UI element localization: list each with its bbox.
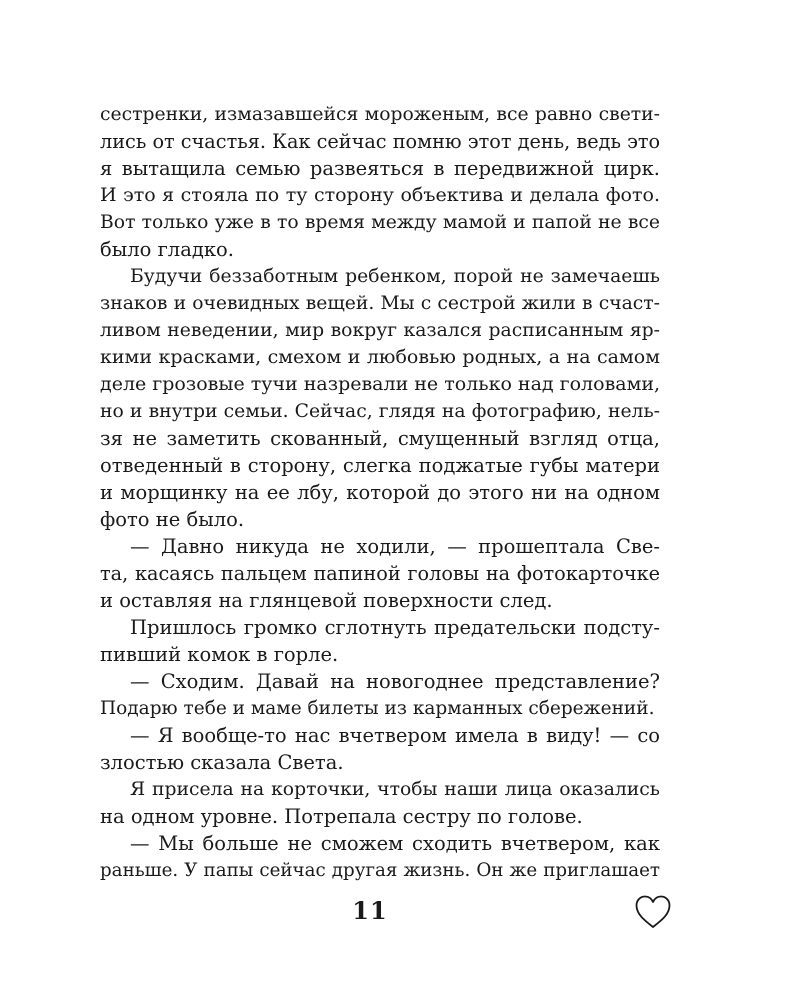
page-footer: [0, 890, 800, 940]
text-line: Подарю тебе и маме билеты из карманных сбережений.: [100, 698, 655, 719]
text-line: раньше. У папы сейчас другая жизнь. Он же приглашает: [100, 860, 660, 881]
paragraph-first-line: — Сходим. Давай на новогоднее представление?: [130, 670, 660, 693]
text-line: деле грозовые тучи назревали не только над головами,: [100, 373, 661, 395]
paragraph-first-line: Пришлось громко сглотнуть предательски подсту-: [130, 616, 660, 639]
text-line: и морщинку на ее лбу, которой до этого ни на одном: [100, 481, 660, 504]
text-line: лись от счастья. Как сейчас помню этот день, ведь это: [100, 130, 661, 153]
page-number: 11: [352, 896, 388, 925]
text-line: отведенный в сторону, слегка поджатые губы матери: [100, 454, 660, 477]
text-line: И это я стояла по ту сторону объектива и делала фото.: [100, 184, 660, 206]
text-line: фото не было.: [100, 508, 245, 531]
text-line: на одном уровне. Потрепала сестру по голове.: [100, 805, 583, 828]
body-text: [100, 101, 660, 884]
paragraph-first-line: Будучи беззаботным ребенком, порой не замечаешь: [130, 266, 660, 287]
text-line: Вот только уже в то время между мамой и папой не все: [100, 212, 660, 233]
heart-outline-icon: [634, 894, 672, 930]
text-line: было гладко.: [100, 238, 234, 261]
text-line: та, касаясь пальцем папиной головы на фотокарточке: [100, 562, 660, 585]
text-line: но и внутри семьи. Сейчас, глядя на фотографию, нель-: [100, 401, 660, 422]
text-line: злостью сказала Света.: [100, 751, 344, 774]
text-line: и оставляя на глянцевой поверхности след.: [100, 589, 553, 612]
paragraph-first-line: — Я вообще-то нас вчетвером имела в виду! — со: [130, 724, 660, 747]
text-line: ливом неведении, мир вокруг казался расписанным яр-: [100, 320, 660, 341]
text-line: зя не заметить скованный, смущенный взгляд отца,: [100, 427, 660, 450]
paragraph-first-line: Я присела на корточки, чтобы наши лица оказались: [130, 779, 660, 800]
text-line: кими красками, смехом и любовью родных, а на самом: [100, 346, 660, 368]
text-line: сестренки, измазавшейся мороженым, все равно свети-: [100, 104, 660, 125]
paragraph-first-line: — Давно никуда не ходили, — прошептала Све-: [130, 535, 660, 558]
text-line: я вытащила семью развеяться в передвижной цирк.: [100, 157, 660, 180]
text-line: знаков и очевидных вещей. Мы с сестрой жили в счаст-: [100, 293, 660, 314]
paragraph-first-line: — Мы больше не сможем сходить вчетвером, как: [130, 832, 660, 855]
text-line: пивший комок в горле.: [100, 643, 339, 666]
